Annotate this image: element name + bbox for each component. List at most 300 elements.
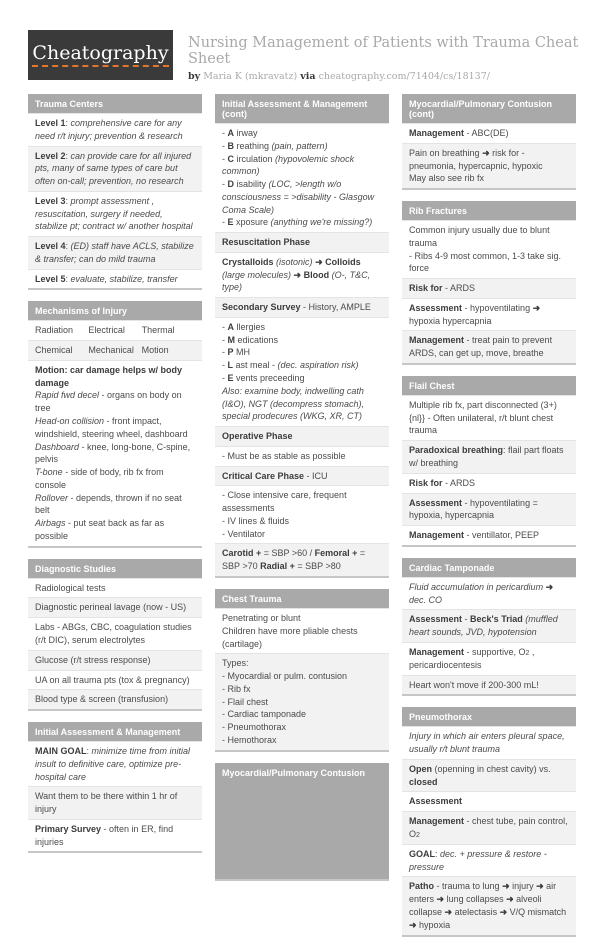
text-segment: Management (409, 646, 465, 657)
text-segment: Open (409, 763, 433, 774)
text-segment: - Flail chest (222, 696, 269, 707)
text-line (409, 795, 569, 808)
row (28, 597, 202, 617)
text-line (222, 372, 382, 385)
section-header: Myocardial/Pulmonary Contusion (215, 763, 389, 782)
text-segment: - (222, 153, 228, 164)
arrow-icon: ➜ (502, 881, 510, 892)
text-line (35, 117, 195, 143)
arrow-icon: ➜ (506, 894, 514, 905)
row (215, 297, 389, 317)
text-segment: MH (233, 347, 251, 358)
text-segment: Assessment (409, 302, 463, 313)
row (215, 653, 389, 749)
byline (188, 71, 579, 82)
text-line (409, 730, 569, 756)
text-segment: prompt assessment , resuscitation, surgery if needed, stabilize pt; contract w/ another hospital (35, 195, 193, 232)
text-segment: : (65, 273, 71, 284)
row (215, 252, 389, 297)
row (215, 543, 389, 576)
row (28, 236, 202, 269)
text-segment: - ABC(DE) (464, 128, 509, 138)
section-header: Chest Trauma (215, 589, 389, 608)
text-line (35, 364, 195, 390)
text-line (222, 489, 382, 515)
text-line (409, 815, 569, 841)
text-segment: risk for - pneumonia, hypercapnic, hypoxic (409, 147, 543, 171)
row (28, 670, 202, 690)
text-segment: Resuscitation Phase (222, 237, 311, 248)
text-segment: - (222, 347, 228, 358)
section-header: Myocardial/Pulmonary Contusion (cont) (402, 94, 576, 123)
text-line (222, 657, 382, 670)
text-line (409, 127, 569, 140)
text-segment: - Must be as stable as possible (222, 450, 346, 461)
text-segment: - Rib fx (222, 683, 251, 694)
text-segment: isability (234, 179, 269, 190)
section-header: Diagnostic Studies (28, 559, 202, 578)
text-segment: Colloids (325, 256, 361, 267)
text-segment: Paradoxical breathing (409, 445, 504, 456)
text-segment: Motion: car damage helps w/ body damage (35, 364, 183, 388)
text-segment: : (65, 150, 71, 161)
text-segment: vents preceeding (233, 373, 305, 384)
text-segment: Children have more pliable chests (cartilage) (222, 625, 358, 649)
text-line (409, 581, 569, 607)
text-segment: C (227, 153, 234, 164)
text-segment: irway (234, 128, 258, 138)
text-line (222, 256, 382, 294)
text-segment: - organs on body on tree (35, 390, 182, 414)
text-line (409, 613, 569, 639)
section-header: Trauma Centers (28, 94, 202, 113)
section-header: Pneumothorax (402, 707, 576, 726)
text-segment: : flail part floats w/ breathing (409, 445, 564, 469)
text-segment: - (222, 373, 228, 384)
row (28, 819, 202, 852)
text-segment: - (222, 217, 228, 228)
row (28, 113, 202, 146)
row (28, 617, 202, 650)
text-line (409, 282, 569, 295)
arrow-icon: ➜ (293, 269, 302, 280)
text-segment: L (227, 360, 233, 371)
text-segment: = SBP >80 (294, 561, 341, 572)
text-line (35, 441, 195, 467)
text-segment: dec. + pressure & restore - pressure (409, 848, 547, 872)
text-segment: UA on all trauma pts (tox & pregnancy) (35, 674, 190, 685)
text-line (222, 153, 382, 179)
text-segment: (anything we're missing?) (270, 217, 373, 228)
text-segment: Level 2 (35, 150, 66, 161)
row (28, 578, 202, 598)
text-line (409, 880, 569, 931)
row (402, 473, 576, 493)
text-line (222, 301, 382, 314)
row (215, 426, 389, 446)
text-line (409, 224, 569, 250)
table-cell: Chemical (35, 345, 73, 356)
text-segment: MAIN GOAL (35, 746, 87, 757)
text-line (35, 601, 195, 614)
text-segment: Level 5 (35, 273, 66, 284)
text-segment: E (227, 217, 234, 228)
text-segment: - side of body, rib fx from console (35, 467, 164, 490)
text-segment: closed (409, 776, 438, 787)
section-flail-chest (402, 376, 576, 547)
section-mechanisms-of-injury (28, 301, 202, 547)
text-line (222, 430, 382, 443)
row (28, 786, 202, 819)
text-segment: - ARDS (442, 283, 476, 294)
row (402, 143, 576, 188)
row (215, 485, 389, 543)
text-segment: - depends, thrown if no seat belt (35, 492, 182, 516)
section-chest-trauma (215, 589, 389, 752)
text-segment: Femoral + (314, 548, 358, 559)
text-segment: Airbags (35, 518, 66, 529)
text-line (35, 492, 195, 518)
row (402, 298, 576, 331)
text-segment: - put seat back as far as possible (35, 518, 165, 541)
text-segment: : (65, 241, 71, 252)
source-url-link[interactable]: cheatography.com/71404/cs/18137/ (318, 71, 490, 82)
arrow-icon: ➜ (536, 881, 544, 892)
text-segment: = SBP >60 / (261, 548, 315, 559)
text-segment: (LOC, >length w/o consciousness = >disability - Glasgow Coma Scale) (222, 179, 375, 215)
text-segment: - (222, 360, 228, 371)
section-initial-assessment-management (28, 722, 202, 853)
text-segment: Management (409, 816, 465, 827)
text-segment: Glucose (r/t stress response) (35, 654, 151, 665)
text-segment: - supportive, O (464, 646, 526, 657)
page-header (28, 30, 579, 82)
text-segment: hypoxia (416, 919, 451, 930)
text-line (222, 547, 382, 573)
text-segment: evaluate, stabilize, transfer (70, 273, 178, 284)
text-line (409, 679, 569, 692)
row (402, 876, 576, 934)
text-line (35, 389, 195, 415)
text-segment: - Ribs 4-9 most common, 1-3 take sig. force (409, 250, 562, 274)
text-line (35, 621, 195, 647)
text-segment: Carotid + (222, 548, 262, 559)
row (402, 278, 576, 298)
text-segment: Management (409, 530, 465, 541)
text-segment: (ED) staff have ACLS, stabilize & transfer; can do mild trauma (35, 241, 194, 264)
text-segment: Blood type & screen (transfusion) (35, 694, 169, 705)
text-line (222, 334, 382, 347)
text-line (222, 321, 382, 334)
text-segment: : (65, 195, 71, 206)
section-pneumothorax (402, 707, 576, 936)
text-segment: Labs - ABGs, CBC, coagulation studies (r/t DIC), serum electrolytes (35, 622, 192, 645)
row (215, 232, 389, 252)
text-line (222, 385, 382, 423)
text-segment: Want them to be there within 1 hr of injury (35, 791, 178, 815)
author-link[interactable]: Maria K (mkravatz) (203, 71, 298, 82)
text-line (35, 745, 195, 783)
text-segment: - often in ER, find injuries (35, 823, 174, 847)
text-segment: Injury in which air enters pleural space, usually r/t blunt trauma (409, 731, 565, 755)
row (402, 759, 576, 792)
text-segment: Dashboard (35, 441, 80, 452)
text-line (409, 497, 569, 523)
row (402, 330, 576, 363)
text-segment: Level 4 (35, 241, 66, 252)
column-3 (402, 94, 576, 948)
text-segment: - (222, 321, 228, 332)
row (402, 220, 576, 278)
row (215, 123, 389, 232)
arrow-icon: ➜ (532, 302, 541, 313)
text-line (409, 646, 569, 672)
table-row (28, 340, 202, 360)
text-line (35, 654, 195, 667)
text-segment: (O-, T&C, type) (222, 269, 371, 293)
text-segment: Radiological tests (35, 582, 106, 593)
text-line (35, 517, 195, 543)
text-segment: alveoli collapse (409, 894, 542, 917)
columns (28, 94, 579, 948)
text-segment: (hypovolemic shock common) (222, 153, 355, 177)
row (402, 440, 576, 473)
text-segment: (pain, pattern) (271, 140, 328, 151)
row (28, 360, 202, 546)
text-segment: : (65, 118, 71, 128)
row (402, 493, 576, 526)
text-segment: comprehensive care for any need r/t injury; prevention & research (35, 118, 183, 141)
text-segment: - (462, 614, 471, 625)
text-line (222, 721, 382, 734)
arrow-icon: ➜ (409, 919, 417, 930)
section-myocardial-pulmonary-contusion-cont (402, 94, 576, 190)
text-segment: reathing (234, 140, 272, 151)
text-segment: T-bone (35, 467, 63, 478)
header-text (188, 30, 579, 82)
arrow-icon: ➜ (315, 256, 323, 267)
text-segment: minimize time from initial insult to definitive care, optimize pre-hospital care (35, 746, 191, 782)
column-2 (215, 94, 389, 892)
row (402, 525, 576, 545)
text-segment: dec. CO (409, 594, 443, 605)
text-segment: Also: examine body, indwelling cath (I&O), NGT (decompress stomach), special prodecures (WKG, XR, CT) (222, 385, 365, 422)
text-line (222, 708, 382, 721)
table-cell: Motion (141, 345, 169, 356)
text-segment: : (86, 746, 92, 757)
text-line (35, 823, 195, 849)
text-line (35, 466, 195, 492)
text-line (409, 848, 569, 874)
text-segment: llergies (234, 321, 266, 332)
table-cell: Thermal (141, 325, 175, 336)
text-segment: Types: (222, 658, 249, 669)
row (402, 642, 576, 675)
text-line (222, 178, 382, 216)
text-line (222, 612, 382, 625)
text-segment: - chest tube, pain control, O (409, 816, 568, 839)
text-segment: atelectasis (452, 906, 500, 917)
text-segment: Assessment (409, 614, 463, 625)
text-segment: Common injury usually due to blunt trauma (409, 225, 550, 248)
text-segment: - ICU (304, 470, 328, 481)
row (28, 689, 202, 709)
text-segment: V/Q mismatch (507, 906, 567, 917)
text-segment: Operative Phase (222, 431, 293, 442)
text-segment: - Pneumothorax (222, 722, 287, 733)
text-segment: - ventillator, PEEP (464, 530, 540, 541)
text-line (222, 670, 382, 683)
arrow-icon: ➜ (436, 894, 445, 905)
section-myocardial-pulmonary-contusion (215, 763, 389, 881)
text-segment: - ARDS (442, 477, 476, 488)
text-segment: Rapid fwd decel (35, 390, 100, 401)
text-segment: Fluid accumulation in pericardium (409, 581, 546, 592)
table-cell: Radiation (35, 325, 74, 336)
text-line (222, 515, 382, 528)
text-line (222, 140, 382, 153)
text-segment: Beck's Triad (470, 614, 523, 625)
text-line (409, 250, 569, 276)
text-line (409, 399, 569, 437)
text-segment: - trauma to lung (434, 881, 503, 892)
text-segment: Critical Care Phase (222, 470, 305, 481)
byline-via-label: via (300, 71, 316, 82)
text-segment: Blood (303, 269, 330, 280)
text-line (35, 415, 195, 441)
text-segment: (muffled heart sounds, JVD, hypotension (409, 614, 558, 638)
text-segment: - History, AMPLE (300, 302, 371, 313)
text-segment: (isotonic) (276, 256, 313, 267)
text-segment: GOAL (409, 848, 435, 859)
text-segment: 2 (416, 831, 420, 839)
text-segment: A (227, 128, 234, 138)
arrow-icon: ➜ (444, 906, 453, 917)
text-segment: Multiple rib fx, part disconnected (3+) {nl}} - Often unilateral, r/t blunt chest trauma (409, 399, 557, 436)
text-segment: Penetrating or blunt (222, 612, 301, 623)
text-line (35, 195, 195, 233)
text-segment: Risk for (409, 283, 443, 294)
section-header: Initial Assessment & Management (28, 722, 202, 741)
text-line (222, 216, 382, 229)
text-segment: Management (409, 335, 465, 346)
text-segment: Diagnostic perineal lavage (now - US) (35, 602, 187, 613)
text-line (409, 477, 569, 490)
column-1 (28, 94, 202, 864)
section-header: Flail Chest (402, 376, 576, 395)
text-segment: Secondary Survey (222, 302, 301, 313)
text-line (222, 359, 382, 372)
text-segment: (large molecules) (222, 269, 292, 280)
text-segment: May also see rib fx (409, 173, 485, 184)
text-segment: , pericardiocentesis (409, 646, 535, 670)
text-segment: - Hemothorax (222, 734, 277, 745)
text-segment: Risk for (409, 477, 443, 488)
logo-text: Cheatography (32, 43, 168, 67)
arrow-icon: ➜ (499, 906, 508, 917)
text-segment: Assessment (409, 796, 463, 807)
row (402, 609, 576, 642)
text-segment: Pain on breathing (409, 147, 483, 158)
text-segment: - front impact, windshield, steering wheel, dashboard (35, 416, 188, 439)
row (28, 191, 202, 236)
text-segment: - treat pain to prevent ARDS, can get up, move, breathe (409, 335, 553, 359)
table-cell: Electrical (88, 325, 125, 336)
text-line (35, 693, 195, 706)
row (402, 675, 576, 695)
text-line (222, 734, 382, 747)
text-segment: Heart won't move if 200-300 mL! (409, 679, 539, 690)
text-segment: B (227, 140, 234, 151)
text-line (409, 763, 569, 789)
text-segment: D (227, 179, 234, 190)
text-segment: - hypoventilating (462, 302, 533, 313)
section-diagnostic-studies (28, 559, 202, 711)
page-title: Nursing Management of Patients with Trauma Cheat Sheet (188, 35, 579, 67)
section-cardiac-tamponade (402, 558, 576, 697)
text-segment: Patho (409, 881, 435, 892)
text-segment: M (227, 334, 235, 345)
text-segment: hypoxia hypercapnia (409, 315, 492, 326)
row (402, 791, 576, 811)
text-segment: - Myocardial or pulm. contusion (222, 671, 348, 682)
text-segment: P (227, 347, 234, 358)
text-line (35, 150, 195, 188)
text-line (409, 147, 569, 173)
row (402, 577, 576, 610)
text-segment: Management (409, 128, 465, 138)
text-segment: edications (235, 334, 279, 345)
row (402, 811, 576, 844)
text-line (409, 172, 569, 185)
section-header: Mechanisms of Injury (28, 301, 202, 320)
text-line (35, 674, 195, 687)
text-line (222, 236, 382, 249)
text-segment: Head-on collision (35, 416, 105, 427)
row (402, 726, 576, 759)
arrow-icon: ➜ (545, 581, 554, 592)
text-line (35, 273, 195, 286)
row (402, 395, 576, 440)
row (215, 608, 389, 653)
text-segment: can provide care for all injured pts, many of same types of care but often on-call; prevention, no research (35, 150, 192, 187)
row (215, 446, 389, 466)
row (28, 650, 202, 670)
section-header: Rib Fractures (402, 201, 576, 220)
text-segment: Level 3 (35, 195, 66, 206)
table-row (28, 320, 202, 340)
text-segment: - (222, 179, 228, 190)
text-segment: = SBP >70 (222, 548, 366, 572)
text-line (409, 334, 569, 360)
cheatography-logo[interactable] (28, 30, 173, 80)
text-segment: : (435, 848, 441, 859)
text-line (222, 625, 382, 651)
text-segment: - (222, 128, 228, 138)
text-segment: lung collapses (444, 894, 507, 905)
text-line (222, 450, 382, 463)
text-line (222, 346, 382, 359)
text-segment: xposure (233, 217, 271, 228)
section-initial-assessment-management-cont (215, 94, 389, 578)
text-segment: - hypoventilating = hypoxia, hypercapnia (409, 497, 538, 521)
text-segment: Radial + (260, 561, 295, 572)
text-segment: A (227, 321, 234, 332)
text-segment: - Ventilator (222, 528, 266, 539)
text-line (222, 683, 382, 696)
text-line (222, 127, 382, 140)
text-segment: - knee, long-bone, C-spine, pelvis (35, 441, 191, 465)
